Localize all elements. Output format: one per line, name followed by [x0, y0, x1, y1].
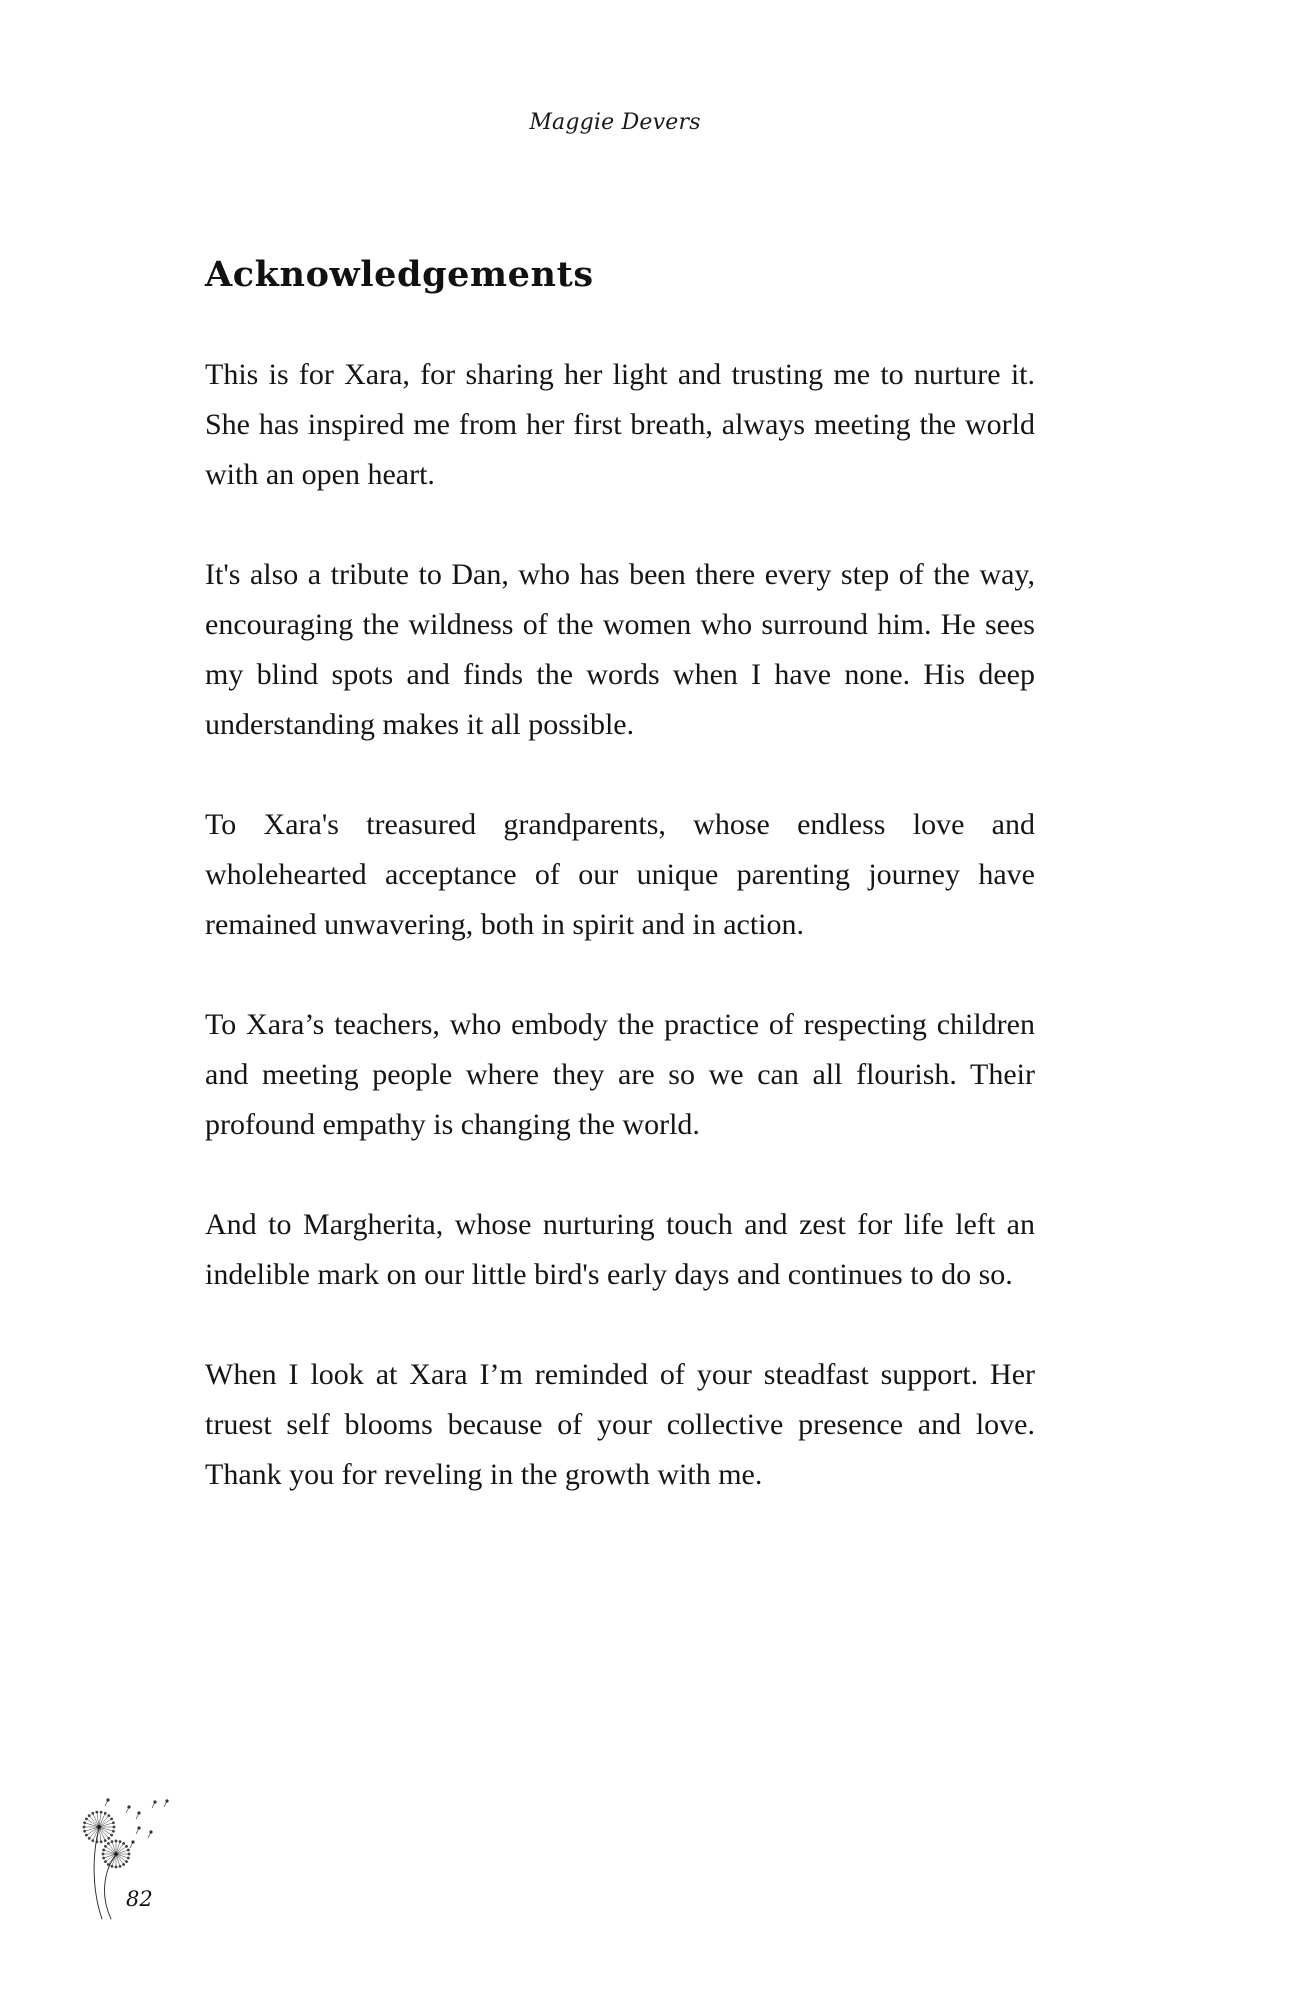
page-number: 82	[126, 1887, 153, 1911]
paragraph-grandparents: To Xara's treasured grandparents, whose endless love and wholehearted acceptance of our unique parenting journey have remained unwavering, both in spirit and in action.	[205, 808, 1035, 941]
page-footer	[78, 1795, 218, 1925]
running-header: Maggie Devers	[529, 110, 701, 135]
chapter-title: Acknowledgements	[205, 254, 594, 295]
paragraph-teachers: To Xara’s teachers, who embody the practice of respecting children and meeting people where they are so we can all flourish. Their profound empathy is changing the world.	[205, 1008, 1035, 1141]
paragraph-closing: When I look at Xara I’m reminded of your steadfast support. Her truest self blooms because of your collective presence and love. Thank you for reveling in the growth with me.	[205, 1358, 1035, 1491]
paragraph-dan: It's also a tribute to Dan, who has been there every step of the way, encouraging the wildness of the women who surround him. He sees my blind spots and finds the words when I have none. His deep understanding makes it all possible.	[205, 558, 1035, 741]
chapter-content	[205, 250, 1035, 1500]
paragraph-xara: This is for Xara, for sharing her light and trusting me to nurture it. She has inspired me from her first breath, always meeting the world with an open heart.	[205, 358, 1035, 491]
paragraph-margherita: And to Margherita, whose nurturing touch and zest for life left an indelible mark on our little bird's early days and continues to do so.	[205, 1208, 1035, 1291]
